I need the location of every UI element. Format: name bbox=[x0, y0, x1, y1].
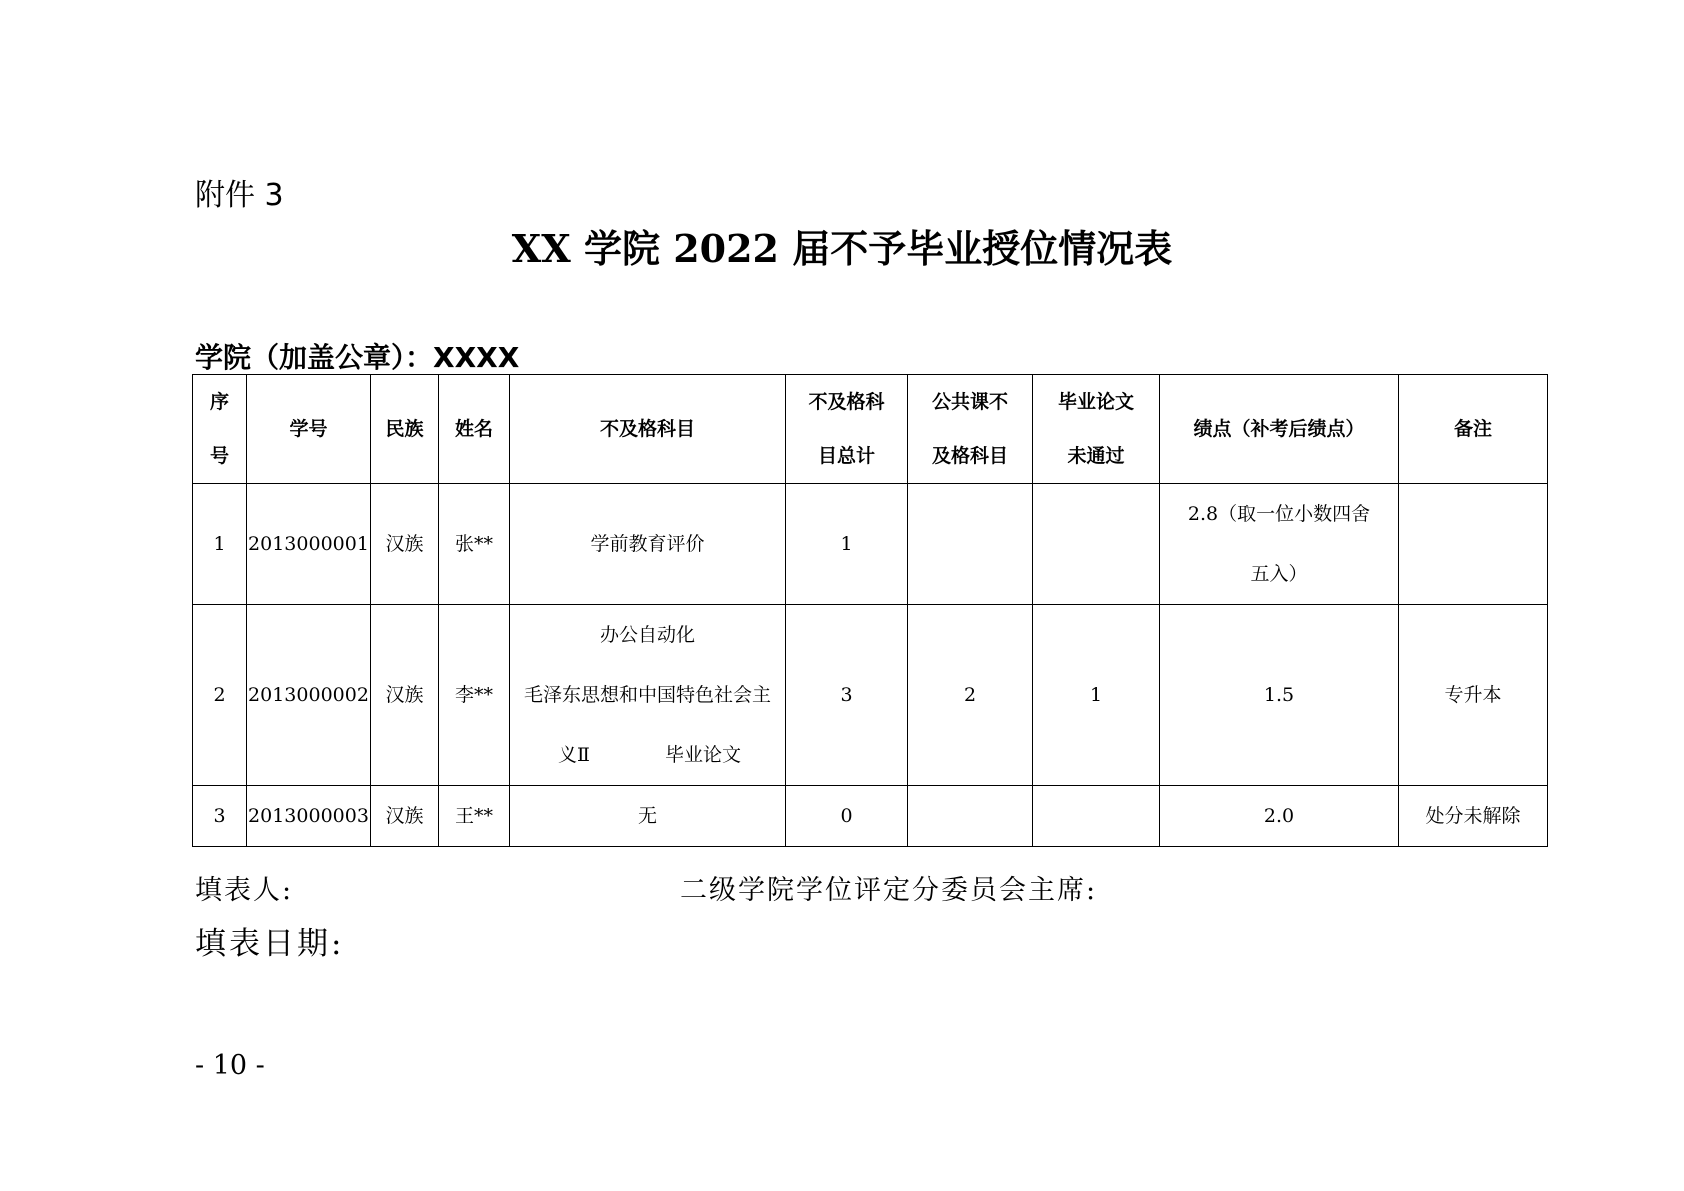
cell-name: 张** bbox=[439, 484, 510, 605]
college-seal-line: 学院（加盖公章）：XXXX bbox=[195, 341, 520, 374]
cell-gpa: 2.0 bbox=[1160, 786, 1399, 847]
page-number: - 10 - bbox=[195, 1050, 265, 1081]
table-row bbox=[193, 605, 1548, 786]
cell-failed-total: 0 bbox=[786, 786, 908, 847]
cell-student-id: 2013000003 bbox=[247, 786, 371, 847]
cell-remarks bbox=[1399, 484, 1548, 605]
cell-ethnicity: 汉族 bbox=[371, 484, 439, 605]
cell-thesis-failed bbox=[1033, 484, 1160, 605]
cell-remarks: 处分未解除 bbox=[1399, 786, 1548, 847]
header-remarks: 备注 bbox=[1399, 375, 1548, 484]
cell-seq: 3 bbox=[193, 786, 247, 847]
cell-name: 王** bbox=[439, 786, 510, 847]
cell-seq: 2 bbox=[193, 605, 247, 786]
cell-student-id: 2013000002 bbox=[247, 605, 371, 786]
cell-thesis-failed: 1 bbox=[1033, 605, 1160, 786]
cell-failed-subjects: 学前教育评价 bbox=[510, 484, 786, 605]
cell-name: 李** bbox=[439, 605, 510, 786]
header-name: 姓名 bbox=[439, 375, 510, 484]
cell-gpa: 2.8（取一位小数四舍 五入） bbox=[1160, 484, 1399, 605]
header-failed-total: 不及格科 目总计 bbox=[786, 375, 908, 484]
header-public-failed: 公共课不 及格科目 bbox=[908, 375, 1033, 484]
table-row bbox=[193, 484, 1548, 605]
cell-thesis-failed bbox=[1033, 786, 1160, 847]
cell-public-failed bbox=[908, 484, 1033, 605]
filler-label: 填表人: bbox=[195, 875, 294, 906]
header-student-id: 学号 bbox=[247, 375, 371, 484]
cell-remarks: 专升本 bbox=[1399, 605, 1548, 786]
header-ethnicity: 民族 bbox=[371, 375, 439, 484]
header-failed-subjects: 不及格科目 bbox=[510, 375, 786, 484]
table-row bbox=[193, 786, 1548, 847]
cell-failed-subjects: 无 bbox=[510, 786, 786, 847]
fill-date-label: 填表日期: bbox=[195, 926, 345, 962]
cell-failed-subjects: 办公自动化 毛泽东思想和中国特色社会主 义Ⅱ 毕业论文 bbox=[510, 605, 786, 786]
cell-public-failed: 2 bbox=[908, 605, 1033, 786]
header-thesis-failed: 毕业论文 未通过 bbox=[1033, 375, 1160, 484]
table-header-row bbox=[193, 375, 1548, 484]
committee-chair-label: 二级学院学位评定分委员会主席: bbox=[680, 875, 1098, 906]
cell-ethnicity: 汉族 bbox=[371, 786, 439, 847]
cell-failed-total: 3 bbox=[786, 605, 908, 786]
attachment-label: 附件 3 bbox=[195, 178, 284, 213]
cell-student-id: 2013000001 bbox=[247, 484, 371, 605]
cell-ethnicity: 汉族 bbox=[371, 605, 439, 786]
cell-public-failed bbox=[908, 786, 1033, 847]
document-title: XX 学院 2022 届不予毕业授位情况表 bbox=[511, 226, 1173, 271]
header-gpa: 绩点（补考后绩点） bbox=[1160, 375, 1399, 484]
cell-gpa: 1.5 bbox=[1160, 605, 1399, 786]
non-graduation-table bbox=[192, 374, 1548, 847]
cell-seq: 1 bbox=[193, 484, 247, 605]
cell-failed-total: 1 bbox=[786, 484, 908, 605]
header-seq: 序 号 bbox=[193, 375, 247, 484]
